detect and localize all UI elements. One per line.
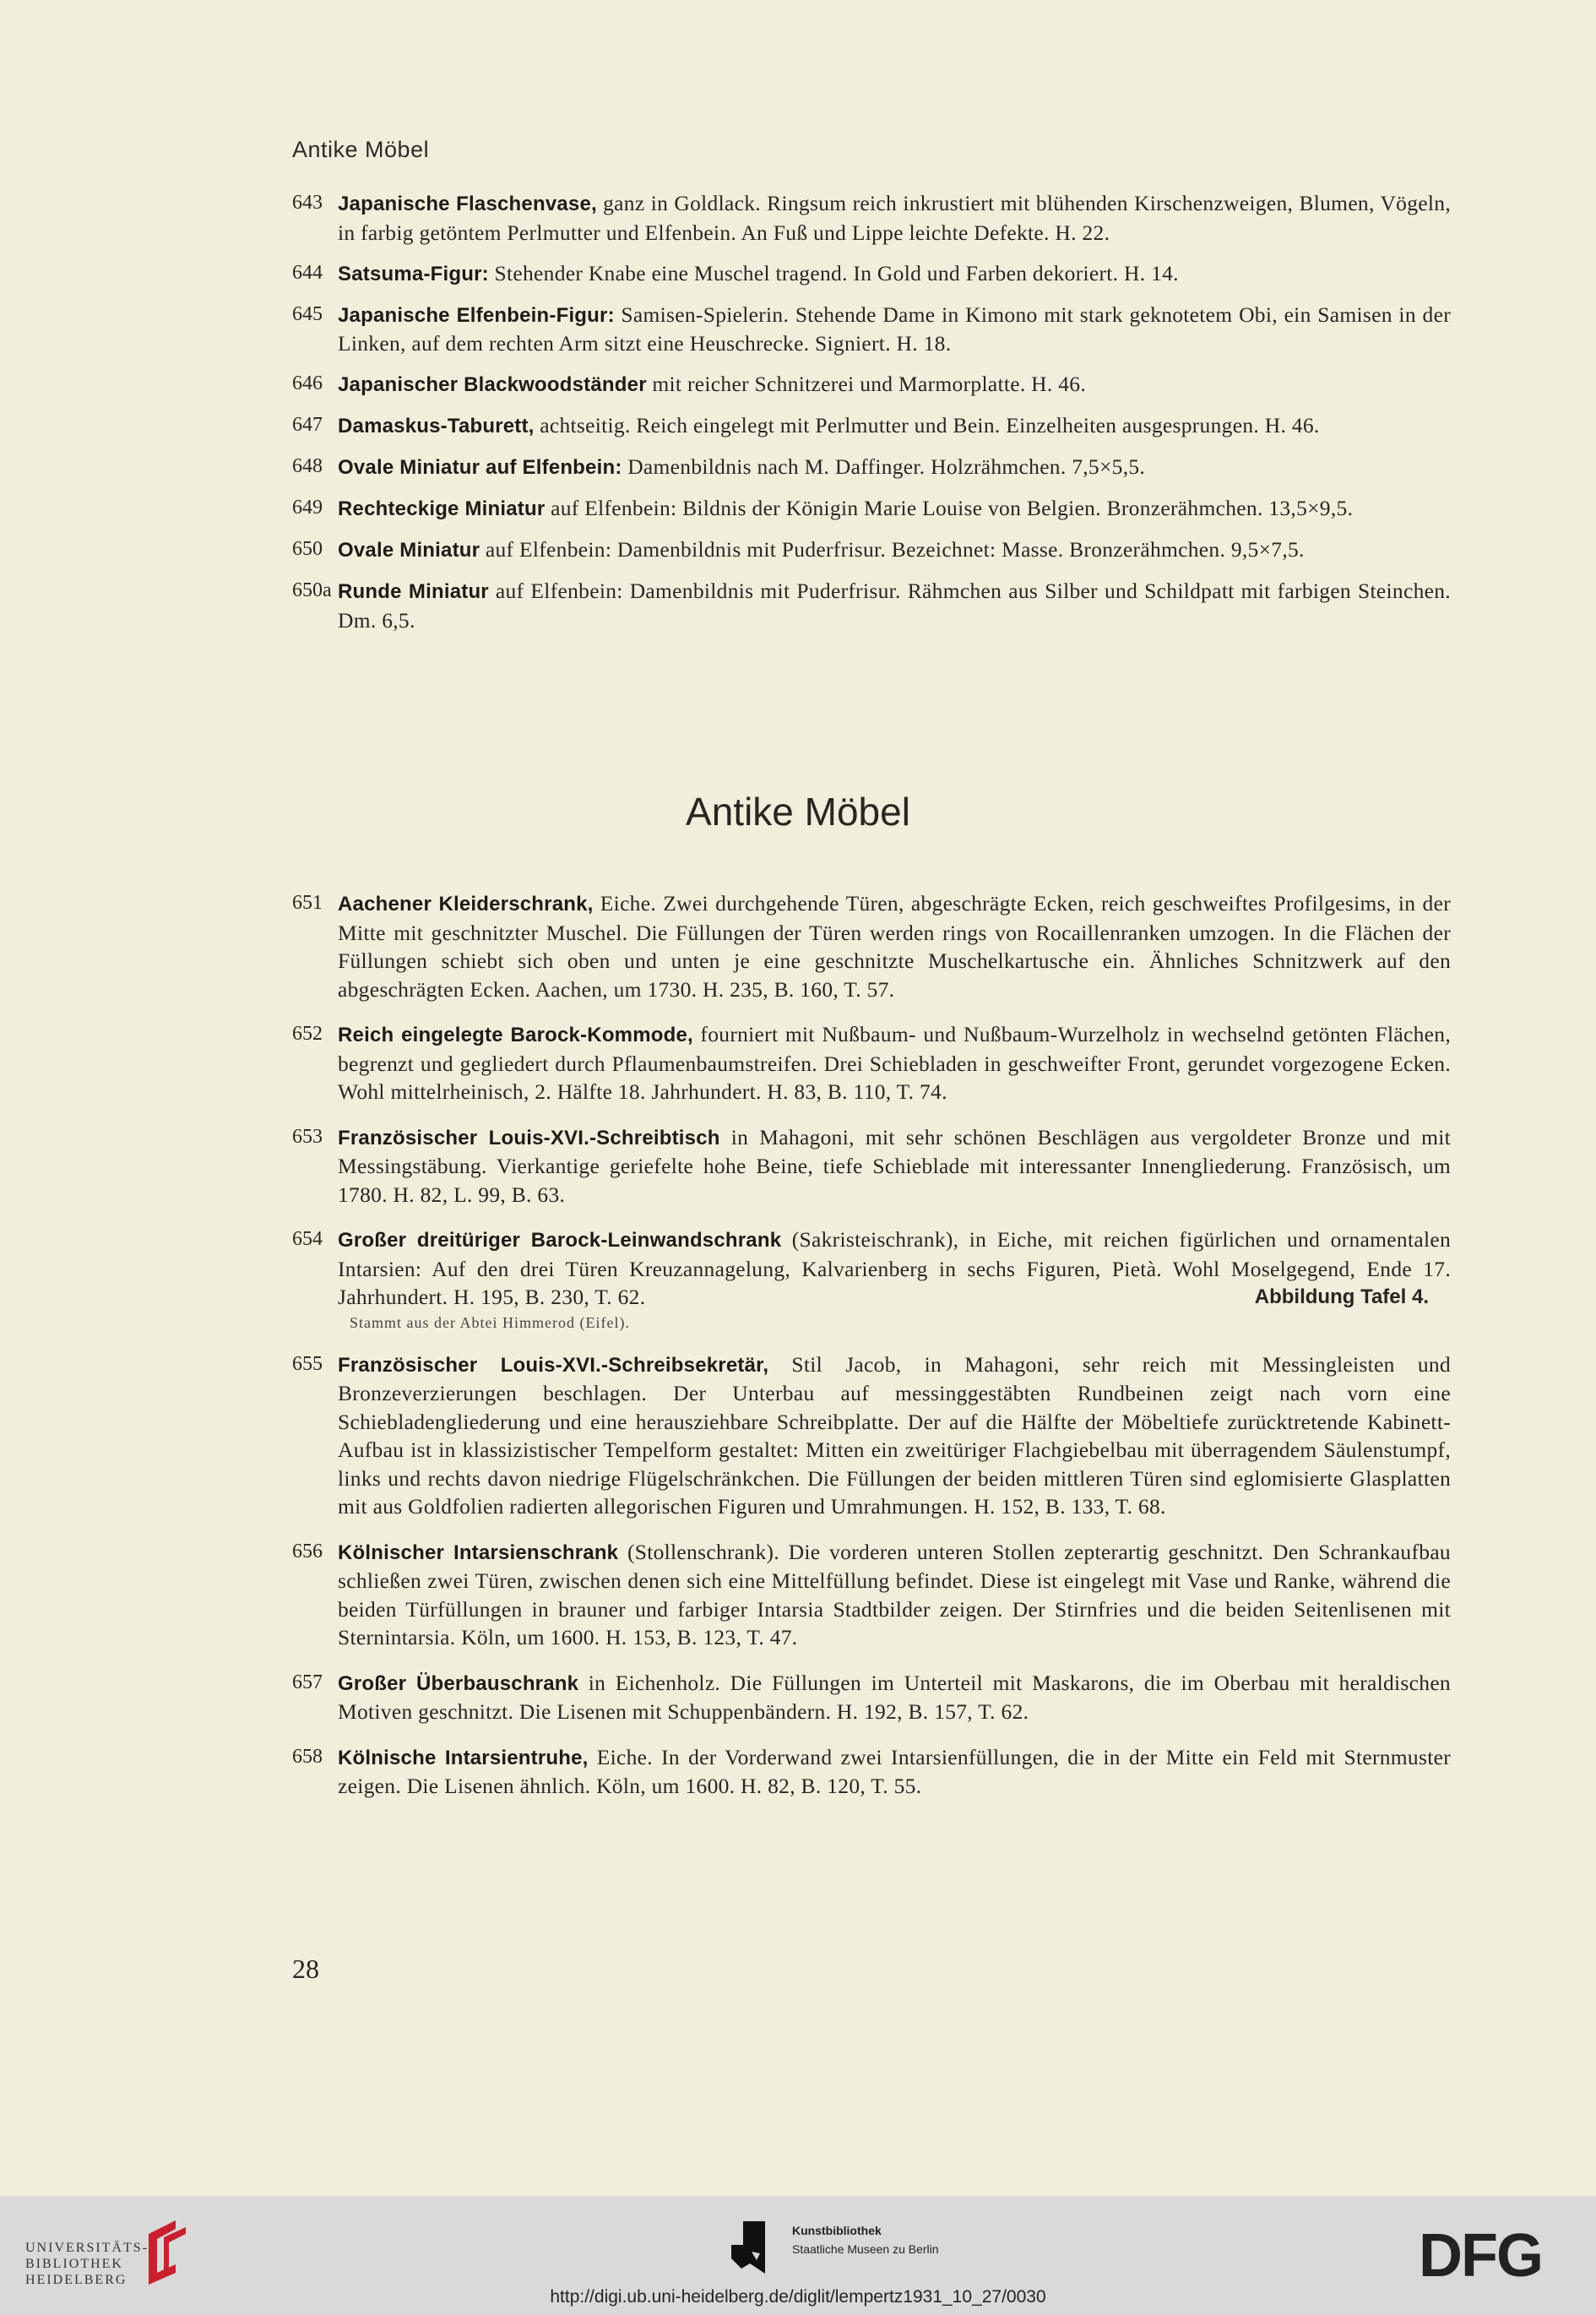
catalog-entry bbox=[292, 1350, 1451, 1521]
entry-number: 653 bbox=[292, 1125, 323, 1148]
digitization-footer bbox=[0, 2196, 1596, 2315]
plate-reference: Abbildung Tafel 4. bbox=[1254, 1285, 1429, 1308]
entry-description: Samisen-Spielerin. Stehende Dame in Kimono mit stark geknotetem Obi, ein Samisen in der Linken, auf dem rechten Arm sitzt eine Heuschrecke. Signiert. H. 18. bbox=[338, 302, 1451, 356]
catalog-entry bbox=[292, 301, 1451, 358]
entry-description: fourniert mit Nußbaum- und Nußbaum-Wurzelholz in wechselnd getönten Flächen, begrenzt und gegliedert durch Pflaumenbaumstreifen. Drei Schiebladen in geschweifter Front, gerundet vorgezogene Ecken. Wohl mittelrheinisch, 2. Hälfte 18. Jahrhundert. H. 83, B. 110, T. 74. bbox=[338, 1022, 1451, 1104]
entry-description: (Stollenschrank). Die vorderen unteren Stollen zepterartig geschnitzt. Den Schrankaufbau schließen zwei Türen, zwischen denen sich eine Mittelfüllung befindet. Diese ist eingelegt mit Vase und Ranke, während die beiden Türfüllungen in brauner und farbiger Intarsia Stadtbilder zeigen. Der Stirnfries und die beiden Seitenlisenen mit Sternintarsia. Köln, um 1600. H. 153, B. 123, T. 47. bbox=[338, 1539, 1451, 1649]
entry-title: Runde Miniatur bbox=[338, 580, 489, 603]
entry-number: 650 bbox=[292, 538, 323, 560]
entry-title: Ovale Miniatur bbox=[338, 539, 480, 562]
entry-description: in Mahagoni, mit sehr schönen Beschlägen aus vergoldeter Bronze und mit Messingstäbung. Vierkantige geriefelte hohe Beine, tiefe Schieblade mit interessanter Innengliederung. Französisch, um 1780. H. 82, L. 99, B. 63. bbox=[338, 1124, 1451, 1207]
entry-title: Aachener Kleiderschrank, bbox=[338, 893, 594, 916]
entry-number: 655 bbox=[292, 1352, 323, 1375]
entry-title: Französischer Louis-XVI.-Schreibsekretär, bbox=[338, 1353, 769, 1377]
entry-title: Satsuma-Figur: bbox=[338, 262, 489, 285]
catalog-entry bbox=[292, 1123, 1451, 1209]
entry-description: Eiche. In der Vorderwand zwei Intarsienfüllungen, die in der Mitte ein Feld mit Sternmuster zeigen. Die Lisenen ähnlich. Köln, um 1600. H. 82, B. 120, T. 55. bbox=[338, 1744, 1451, 1798]
kb-title: Kunstbibliothek bbox=[792, 2224, 882, 2237]
kunstbibliothek-logo-icon bbox=[731, 2221, 779, 2274]
logo-text-line: BIBLIOTHEK bbox=[25, 2257, 123, 2271]
permalink-url[interactable]: http://digi.ub.uni-heidelberg.de/diglit/lempertz1931_10_27/0030 bbox=[550, 2287, 1046, 2307]
entry-title: Kölnische Intarsientruhe, bbox=[338, 1746, 589, 1769]
entry-title: Damaskus-Taburett, bbox=[338, 415, 535, 437]
catalog-entry bbox=[292, 535, 1451, 565]
entry-title: Kölnischer Intarsienschrank bbox=[338, 1541, 619, 1564]
entry-description: mit reicher Schnitzerei und Marmorplatte. H. 46. bbox=[646, 372, 1087, 396]
entry-number: 648 bbox=[292, 455, 323, 477]
catalog-entry bbox=[292, 889, 1451, 1003]
dfg-logo[interactable]: DFG bbox=[1419, 2222, 1542, 2290]
entry-description: Stil Jacob, in Mahagoni, sehr reich mit Messingleisten und Bronzeverzierungen beschlagen. Der Unterbau auf messinggestäbten Rundbeinen zeigt nach vorn eine Schiebladengliederung und eine herausziehbare Schreibplatte. Der auf die Hälfte der Möbeltiefe zurücktretende Kabinett-Aufbau ist in klassizistischer Tempelform gestaltet: Mitten ein zweitüriger Flachgiebelbau mit überragendem Säulenstumpf, links und rechts davon niedrige Flügelschränkchen. Die Füllungen der beiden mittleren Türen sind eglomisierte Glasplatten mit aus Goldfolien radierten allegorischen Figuren und Umrahmungen. H. 152, B. 133, T. 68. bbox=[338, 1351, 1451, 1519]
catalog-entry bbox=[292, 1225, 1451, 1334]
running-head: Antike Möbel bbox=[292, 137, 430, 162]
catalog-entry bbox=[292, 577, 1451, 634]
entry-title: Japanischer Blackwoodständer bbox=[338, 373, 647, 396]
entry-number: 644 bbox=[292, 261, 323, 284]
section-heading: Antike Möbel bbox=[686, 790, 910, 834]
entry-number: 657 bbox=[292, 1671, 323, 1693]
kunstbibliothek-label[interactable] bbox=[792, 2221, 939, 2258]
entry-description: Damenbildnis nach M. Daffinger. Holzrähmchen. 7,5×5,5. bbox=[622, 454, 1146, 479]
catalog-entry bbox=[292, 411, 1451, 441]
university-library-logo[interactable] bbox=[25, 2240, 149, 2288]
entry-title: Reich eingelegte Barock-Kommode, bbox=[338, 1024, 693, 1046]
catalog-entry bbox=[292, 494, 1451, 524]
entries-list-top bbox=[292, 189, 1451, 647]
catalog-entry bbox=[292, 370, 1451, 399]
entry-description: Eiche. Zwei durchgehende Türen, abgeschrägte Ecken, reich geschweiftes Profilgesims, in der Mitte mit geschnitzter Muschel. Die Füllungen der Türen werden rings von Rocaillenranken umzogen. In die Flächen der Füllungen schiebt sich oben und unten je eine geschnitzte Muschelkartusche ein. Ähnliches Schnitzwerk auf den abgeschrägten Ecken. Aachen, um 1730. H. 235, B. 160, T. 57. bbox=[338, 891, 1451, 1002]
entry-title: Japanische Elfenbein-Figur: bbox=[338, 303, 615, 327]
entry-number: 650a bbox=[292, 579, 332, 601]
entry-title: Großer dreitüriger Barock-Leinwandschrank bbox=[338, 1229, 782, 1252]
university-emblem-icon bbox=[142, 2217, 193, 2285]
entry-description: ganz in Goldlack. Ringsum reich inkrustiert mit blühenden Kirschenzweigen, Blumen, Vögeln, in farbig getöntem Perlmutter und Elfenbein. An Fuß und Lippe leichte Defekte. H. 22. bbox=[338, 191, 1451, 245]
provenance-note: Stammt aus der Abtei Himmerod (Eifel). bbox=[350, 1313, 630, 1331]
entry-title: Ovale Miniatur auf Elfenbein: bbox=[338, 456, 622, 479]
entry-description: auf Elfenbein: Damenbildnis mit Puderfrisur. Rähmchen aus Silber und Schildpatt mit farbigen Steinchen. Dm. 6,5. bbox=[338, 579, 1451, 633]
catalog-entry bbox=[292, 453, 1451, 482]
entry-title: Japanische Flaschenvase, bbox=[338, 193, 597, 215]
entry-number: 643 bbox=[292, 192, 323, 214]
catalog-entry bbox=[292, 189, 1451, 247]
entry-description: Stehender Knabe eine Muschel tragend. In Gold und Farben dekoriert. H. 14. bbox=[488, 260, 1179, 285]
entry-number: 649 bbox=[292, 497, 323, 519]
catalog-entry bbox=[292, 259, 1451, 289]
entry-number: 651 bbox=[292, 892, 323, 914]
entry-description: in Eichenholz. Die Füllungen im Unterteil mit Maskarons, die im Oberbau mit heraldischen Motiven geschnitzt. Die Lisenen mit Schuppenbändern. H. 192, B. 157, T. 62. bbox=[338, 1670, 1451, 1724]
entry-title: Großer Überbauschrank bbox=[338, 1671, 579, 1695]
entry-number: 654 bbox=[292, 1228, 323, 1250]
kb-subtitle: Staatliche Museen zu Berlin bbox=[792, 2242, 939, 2256]
catalog-entry bbox=[292, 1538, 1451, 1652]
page-number: 28 bbox=[292, 1954, 319, 1984]
logo-text-line: UNIVERSITÄTS- bbox=[25, 2241, 149, 2255]
entry-number: 658 bbox=[292, 1745, 323, 1768]
entries-list-bottom bbox=[292, 889, 1451, 1818]
entry-description: (Sakristeischrank), in Eiche, mit reichen figürlichen und ornamentalen Intarsien: Auf den drei Türen Kreuzannagelung, Kalvarienberg in sechs Figuren, Pietà. Wohl Moselgegend, Ende 17. Jahrhundert. H. 195, B. 230, T. 62. bbox=[338, 1227, 1451, 1309]
entry-number: 647 bbox=[292, 414, 323, 436]
entry-number: 652 bbox=[292, 1023, 323, 1045]
entry-description: auf Elfenbein: Bildnis der Königin Marie Louise von Belgien. Bronzerähmchen. 13,5×9,5. bbox=[545, 496, 1354, 520]
entry-description: auf Elfenbein: Damenbildnis mit Puderfrisur. Bezeichnet: Masse. Bronzerähmchen. 9,5×7,5. bbox=[480, 537, 1305, 562]
catalog-entry bbox=[292, 1743, 1451, 1801]
entry-description: achtseitig. Reich eingelegt mit Perlmutter und Bein. Einzelheiten ausgesprungen. H. 46. bbox=[534, 413, 1320, 437]
catalog-entry bbox=[292, 1669, 1451, 1726]
entry-number: 646 bbox=[292, 372, 323, 394]
entry-number: 656 bbox=[292, 1540, 323, 1562]
entry-number: 645 bbox=[292, 302, 323, 325]
catalog-entry bbox=[292, 1020, 1451, 1106]
logo-text-line: HEIDELBERG bbox=[25, 2273, 128, 2287]
entry-title: Rechteckige Miniatur bbox=[338, 497, 546, 520]
entry-title: Französischer Louis-XVI.-Schreibtisch bbox=[338, 1126, 720, 1149]
